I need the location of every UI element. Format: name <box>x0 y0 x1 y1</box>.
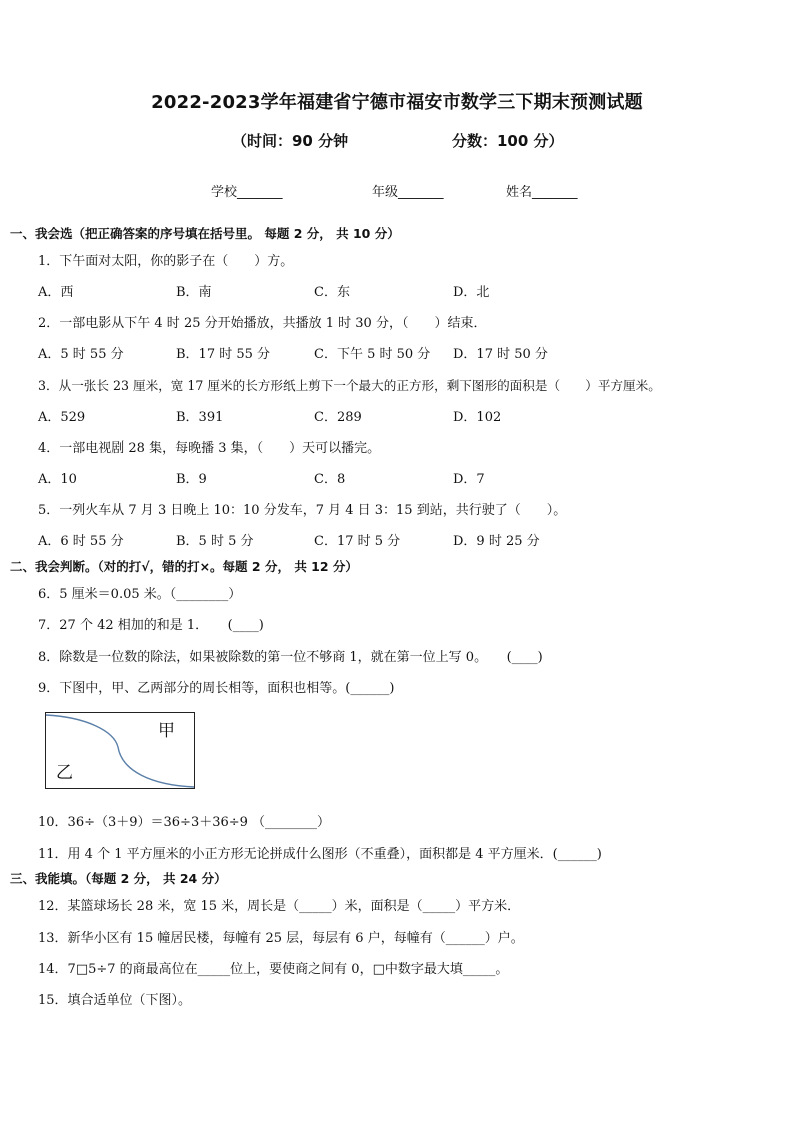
q1-option-c: C．东 <box>314 285 350 300</box>
q3-option-a: A．529 <box>38 410 86 425</box>
question-15: 15．填合适单位（下图）。 <box>38 993 192 1008</box>
exam-score: 分数：100 分） <box>452 132 564 150</box>
section-1-heading: 一、我会选（把正确答案的序号填在括号里。 每题 2 分， 共 10 分） <box>10 226 400 241</box>
q5-option-d: D．9 时 25 分 <box>453 534 540 549</box>
question-7: 7．27 个 42 相加的和是 1． (____) <box>38 618 264 633</box>
name-field: 姓名_______ <box>506 185 578 200</box>
q5-option-c: C．17 时 5 分 <box>314 534 401 549</box>
question-13: 13．新华小区有 15 幢居民楼，每幢有 25 层，每层有 6 户，每幢有（______）户。 <box>38 931 524 946</box>
question-3: 3．从一张长 23 厘米，宽 17 厘米的长方形纸上剪下一个最大的正方形，剩下图形的面积是（ ）平方厘米。 <box>38 378 661 393</box>
section-2-heading: 二、我会判断。（对的打√，错的打×。每题 2 分， 共 12 分） <box>10 559 358 574</box>
label-yi: 乙 <box>56 763 73 783</box>
q1-option-d: D．北 <box>453 285 490 300</box>
question-11: 11．用 4 个 1 平方厘米的小正方形无论拼成什么图形（不重叠），面积都是 4 平方厘米．(______) <box>38 847 602 862</box>
q3-option-c: C．289 <box>314 410 362 425</box>
q5-option-b: B．5 时 5 分 <box>176 534 254 549</box>
label-jia: 甲 <box>158 721 175 741</box>
q2-option-d: D．17 时 50 分 <box>453 347 548 362</box>
question-10: 10．36÷（3＋9）＝36÷3＋36÷9 （________） <box>38 815 331 830</box>
question-4: 4．一部电视剧 28 集，每晚播 3 集，（ ）天可以播完。 <box>38 441 381 456</box>
q1-option-a: A．西 <box>38 285 74 300</box>
q9-figure <box>45 712 195 789</box>
q4-option-c: C．8 <box>314 472 346 487</box>
school-field: 学校_______ <box>211 185 283 200</box>
q1-option-b: B．南 <box>176 285 212 300</box>
grade-field: 年级_______ <box>372 185 444 200</box>
question-5: 5．一列火车从 7 月 3 日晚上 10：10 分发车，7 月 4 日 3：15 到站，共行驶了（ ）。 <box>38 503 567 518</box>
q4-option-d: D．7 <box>453 472 485 487</box>
question-9: 9．下图中，甲、乙两部分的周长相等，面积也相等。(______) <box>38 681 395 696</box>
q3-option-d: D．102 <box>453 410 502 425</box>
q2-option-b: B．17 时 55 分 <box>176 347 271 362</box>
page-title: 2022-2023学年福建省宁德市福安市数学三下期末预测试题 <box>151 92 643 113</box>
question-2: 2．一部电影从下午 4 时 25 分开始播放，共播放 1 时 30 分，（ ）结束． <box>38 316 487 331</box>
question-8: 8．除数是一位数的除法，如果被除数的第一位不够商 1，就在第一位上写 0。 (____) <box>38 650 543 665</box>
q2-option-a: A．5 时 55 分 <box>38 347 124 362</box>
question-14: 14．7□5÷7 的商最高位在_____位上，要使商之间有 0，□中数字最大填_____。 <box>38 962 509 977</box>
exam-time: （时间：90 分钟 <box>232 132 349 150</box>
section-3-heading: 三、我能填。（每题 2 分， 共 24 分） <box>10 871 227 886</box>
question-12: 12．某篮球场长 28 米，宽 15 米，周长是（_____）米，面积是（_____）平方米． <box>38 899 521 914</box>
q5-option-a: A．6 时 55 分 <box>38 534 124 549</box>
q2-option-c: C．下午 5 时 50 分 <box>314 347 431 362</box>
q4-option-b: B．9 <box>176 472 207 487</box>
q4-option-a: A．10 <box>38 472 77 487</box>
q3-option-b: B．391 <box>176 410 224 425</box>
question-1: 1．下午面对太阳，你的影子在（ ）方。 <box>38 254 294 269</box>
question-6: 6．5 厘米＝0.05 米。（________） <box>38 587 242 602</box>
